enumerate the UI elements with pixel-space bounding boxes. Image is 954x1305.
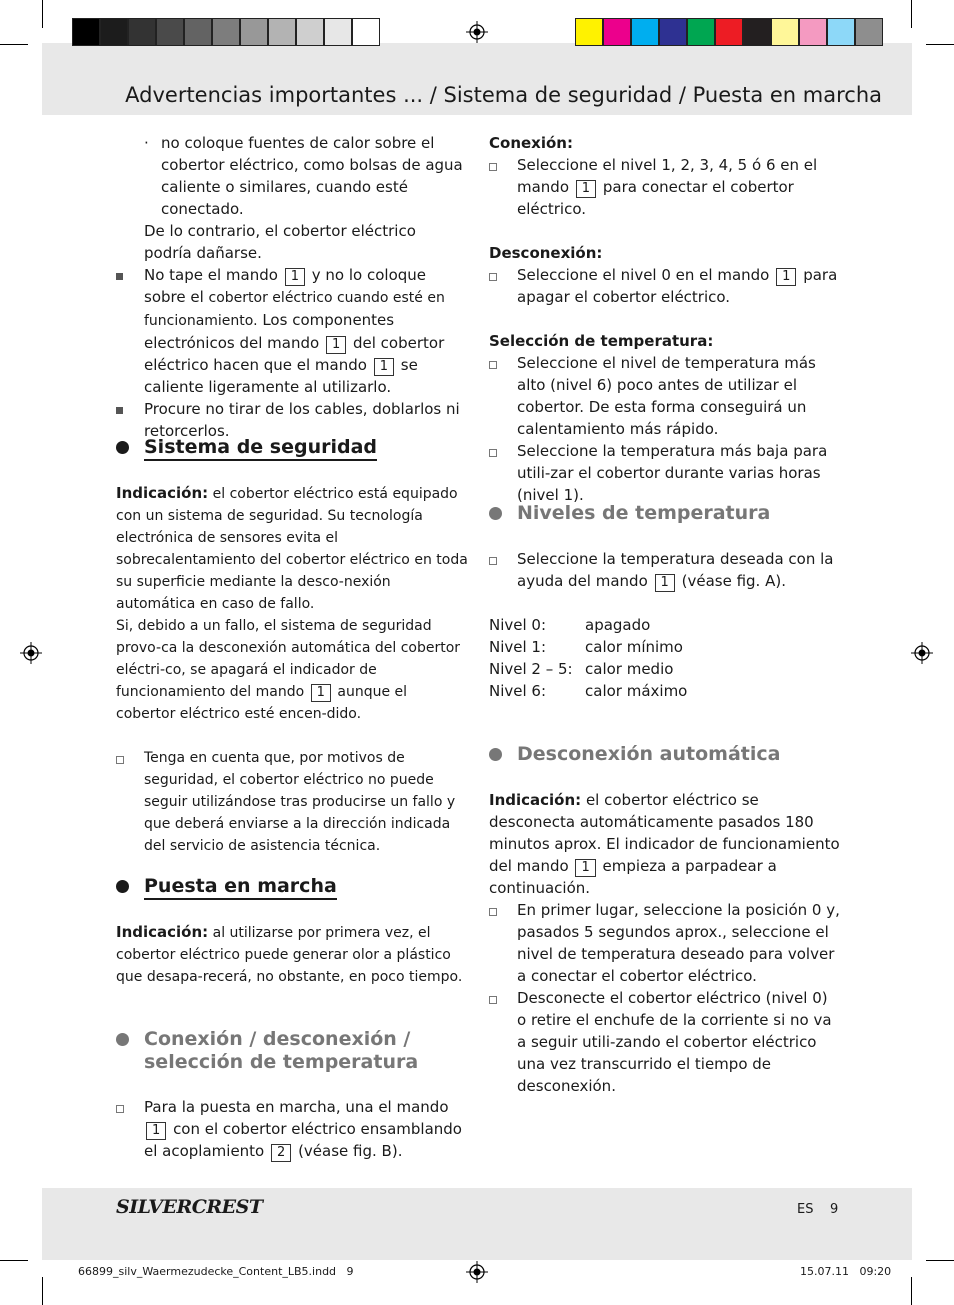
box-bullet-icon (116, 756, 124, 764)
right-column (489, 132, 841, 506)
color-swatch (743, 18, 771, 46)
square-bullet-icon (116, 407, 123, 414)
crop-mark (911, 0, 912, 28)
color-swatch (855, 18, 883, 46)
subheading: Desconexión: (489, 244, 603, 262)
crop-mark (0, 1260, 28, 1261)
box-bullet-icon (489, 557, 497, 565)
language-code: ES (797, 1202, 814, 1217)
color-swatch (100, 18, 128, 46)
page-number: 9 (830, 1202, 839, 1217)
list-item: Para la puesta en marcha, una el mando 1 con el cobertor eléctrico ensamblando el acoplamiento 2 (véase fig. B). (116, 1096, 468, 1162)
color-swatch (128, 18, 156, 46)
color-swatch (184, 18, 212, 46)
list-item: Tenga en cuenta que, por motivos de seguridad, el cobertor eléctrico no puede seguir utilizándose tras producirse un fallo y que deberá enviarse a la dirección indicada del servicio de asistencia técnica. (116, 747, 468, 857)
color-swatch (575, 18, 603, 46)
color-swatch (212, 18, 240, 46)
left-column (116, 132, 468, 442)
box-bullet-icon (489, 163, 497, 171)
crop-mark (926, 44, 954, 45)
box-bullet-icon (489, 361, 497, 369)
paragraph: Indicación: el cobertor eléctrico se desconecta automáticamente pasados 180 minutos aprox. El indicador de funcionamiento del mando 1 empieza a parpadear a continuación. (489, 791, 840, 897)
ref-label: 1 (576, 180, 596, 198)
color-swatch (631, 18, 659, 46)
print-date: 15.07.11 09:20 (800, 1265, 892, 1278)
color-swatch (771, 18, 799, 46)
subheading: Selección de temperatura: (489, 332, 714, 350)
section-heading: Desconexión automática (489, 743, 780, 766)
paragraph: De lo contrario, el cobertor eléctrico podría dañarse. (144, 222, 416, 262)
brand-logo: SILVERCREST (116, 1196, 263, 1218)
list-item: Seleccione el nivel de temperatura más alto (nivel 6) poco antes de utilizar el cobertor. De esta forma conseguirá un calentamiento más rápido. (489, 352, 841, 440)
security-section (116, 482, 468, 857)
ref-label: 1 (655, 574, 675, 592)
bullet-icon (116, 1033, 129, 1046)
box-bullet-icon (489, 273, 497, 281)
list-item: Seleccione el nivel 1, 2, 3, 4, 5 ó 6 en el mando 1 para conectar el cobertor eléctrico. (489, 154, 841, 220)
crop-mark (911, 1277, 912, 1305)
file-info: 66899_silv_Waermezudecke_Content_LB5.indd 9 (78, 1265, 354, 1278)
color-swatch (799, 18, 827, 46)
ref-label: 1 (374, 358, 394, 376)
registration-mark-icon (20, 642, 42, 664)
ref-label: 1 (776, 268, 796, 286)
crop-mark (0, 44, 28, 45)
bullet-icon (489, 748, 502, 761)
list-item: Seleccione la temperatura más baja para utili-zar el cobertor durante varias horas (nivel 1). (489, 440, 841, 506)
section-heading: Sistema de seguridad (116, 436, 377, 461)
bullet-icon (116, 441, 129, 454)
ref-label: 1 (311, 684, 331, 702)
crop-mark (42, 0, 43, 28)
registration-mark-icon (466, 21, 488, 43)
section-heading: Conexión / desconexión / selección de temperatura (116, 1028, 418, 1074)
color-swatch (324, 18, 352, 46)
box-bullet-icon (489, 449, 497, 457)
levels-table (489, 614, 841, 702)
box-bullet-icon (489, 996, 497, 1004)
section-heading: Niveles de temperatura (489, 502, 770, 525)
ref-label: 1 (285, 268, 305, 286)
ref-label: 1 (146, 1122, 166, 1140)
color-swatch (268, 18, 296, 46)
bullet-icon (489, 507, 502, 520)
auto-off-section (489, 789, 841, 1097)
ref-label: 1 (575, 859, 595, 877)
level-row: Nivel 6: calor máximo (489, 682, 688, 700)
list-item: Procure no tirar de los cables, doblarlos ni retorcerlos. (116, 398, 468, 442)
list-item: En primer lugar, seleccione la posición 0 y, pasados 5 segundos aprox., seleccione el nivel de temperatura deseado para volver a conectar el cobertor eléctrico. (489, 899, 841, 987)
section-heading: Puesta en marcha (116, 875, 337, 900)
color-swatch (296, 18, 324, 46)
paragraph: Indicación: al utilizarse por primera vez, el cobertor eléctrico puede generar olor a plástico que desapa-recerá, no obstante, en poco tiempo. (116, 923, 463, 985)
color-swatch (156, 18, 184, 46)
paragraph: Indicación: el cobertor eléctrico está equipado con un sistema de seguridad. Su tecnología electrónica de sensores evita el sobrecalentamiento del cobertor eléctrico en toda su superficie mediante la desco-nexión automática en caso de fallo. (116, 484, 468, 612)
color-swatch (715, 18, 743, 46)
color-swatch (603, 18, 631, 46)
list-item: · no coloque fuentes de calor sobre el cobertor eléctrico, como bolsas de agua caliente o similares, cuando esté conectado. (144, 134, 463, 218)
color-swatch (687, 18, 715, 46)
levels-section (489, 548, 841, 702)
list-item: Seleccione la temperatura deseada con la ayuda del mando 1 (véase fig. A). (489, 548, 841, 592)
bullet-icon (116, 880, 129, 893)
color-swatch (72, 18, 100, 46)
color-swatch (240, 18, 268, 46)
ref-label: 2 (271, 1144, 291, 1162)
level-row: Nivel 2 – 5: calor medio (489, 660, 674, 678)
level-row: Nivel 1: calor mínimo (489, 638, 683, 656)
paragraph: Si, debido a un fallo, el sistema de seguridad provo-ca la desconexión automática del cobertor eléctri-co, se apagará el indicador de funcionamiento del mando 1 aunque el cobertor eléctrico esté encen-dido. (116, 618, 461, 722)
list-item: No tape el mando 1 y no lo coloque sobre el cobertor eléctrico cuando esté en funcionamiento. Los componentes electrónicos del mando 1 del cobertor eléctrico hacen que el mando 1 se caliente ligeramente al utilizarlo. (116, 264, 468, 398)
list-item: Seleccione el nivel 0 en el mando 1 para apagar el cobertor eléctrico. (489, 264, 841, 308)
crop-mark (42, 1277, 43, 1305)
square-bullet-icon (116, 273, 123, 280)
registration-mark-icon (466, 1261, 488, 1283)
ref-label: 1 (326, 336, 346, 354)
level-row: Nivel 0: apagado (489, 616, 651, 634)
startup-section (116, 921, 468, 988)
connect-intro (116, 1096, 468, 1162)
color-swatch (352, 18, 380, 46)
crop-mark (926, 1260, 954, 1261)
color-swatch (659, 18, 687, 46)
box-bullet-icon (489, 908, 497, 916)
list-item: Desconecte el cobertor eléctrico (nivel 0) o retire el enchufe de la corriente si no va a seguir utili-zando el cobertor eléctrico una vez transcurrido el tiempo de desconexión. (489, 987, 841, 1097)
color-swatch (827, 18, 855, 46)
subheading: Conexión: (489, 134, 573, 152)
registration-mark-icon (911, 642, 933, 664)
box-bullet-icon (116, 1105, 124, 1113)
page-title: Advertencias importantes ... / Sistema de seguridad / Puesta en marcha (125, 83, 882, 107)
